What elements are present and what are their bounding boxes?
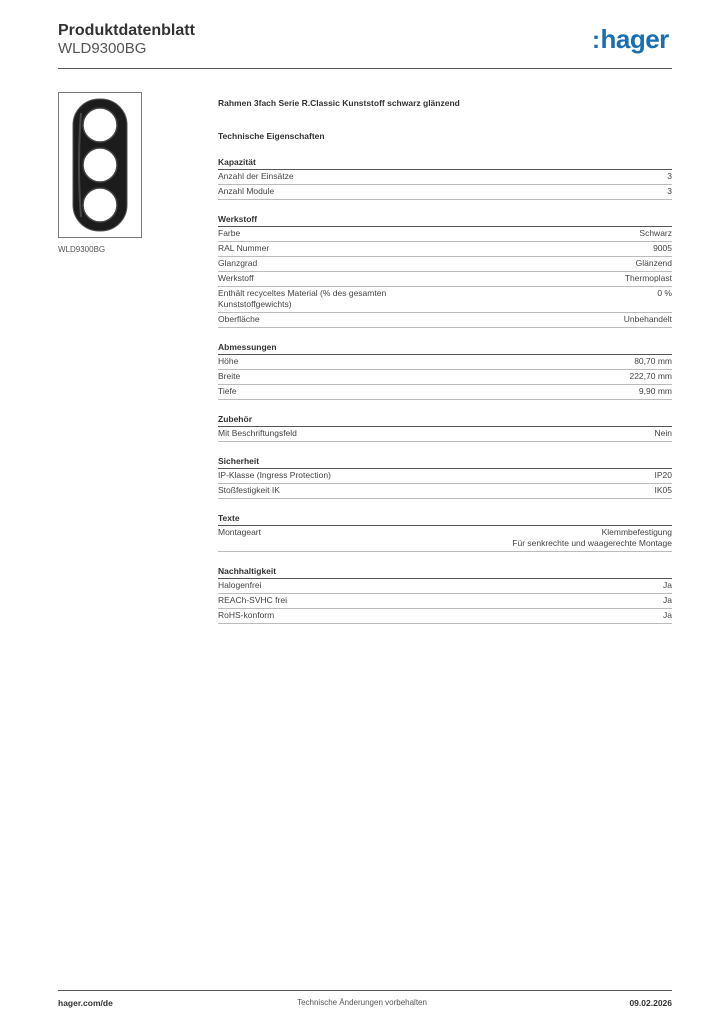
spec-section: [218, 341, 672, 400]
product-details: [218, 97, 672, 624]
spec-label: IP-Klasse (Ingress Protection): [218, 470, 331, 480]
spec-row: [218, 257, 672, 272]
spec-section: [218, 512, 672, 552]
section-heading: Abmessungen: [218, 341, 672, 355]
logo-text: hager: [600, 24, 669, 54]
section-heading: Texte: [218, 512, 672, 526]
spec-row: [218, 313, 672, 328]
spec-label: REACh-SVHC frei: [218, 595, 287, 605]
document-title: Produktdatenblatt: [58, 22, 195, 39]
spec-value: Nein: [654, 428, 672, 438]
spec-value: Glänzend: [635, 258, 672, 268]
spec-value: Klemmbefestigung Für senkrechte und waagerechte Montage: [512, 527, 672, 548]
spec-label: Glanzgrad: [218, 258, 258, 268]
spec-row: [218, 427, 672, 442]
spec-row: [218, 469, 672, 484]
spec-label: RoHS-konform: [218, 610, 275, 620]
spec-value: 3: [667, 186, 672, 196]
spec-label: Enthält recyceltes Material (% des gesamten Kunststoffgewichts): [218, 288, 387, 309]
section-heading: Nachhaltigkeit: [218, 565, 672, 579]
image-caption: WLD9300BG: [58, 245, 106, 254]
spec-section: [218, 565, 672, 624]
hager-logo: [592, 24, 669, 56]
spec-label: RAL Nummer: [218, 243, 270, 253]
spec-section: [218, 455, 672, 499]
spec-row: [218, 170, 672, 185]
spec-label: Stoßfestigkeit IK: [218, 485, 280, 495]
spec-row: [218, 594, 672, 609]
spec-row: [218, 526, 672, 552]
spec-value: Schwarz: [639, 228, 672, 238]
spec-label: Breite: [218, 371, 241, 381]
spec-label: Montageart: [218, 527, 261, 537]
section-heading: Zubehör: [218, 413, 672, 427]
spec-value: Ja: [663, 610, 672, 620]
section-heading: Sicherheit: [218, 455, 672, 469]
spec-label: Anzahl Module: [218, 186, 275, 196]
spec-label: Anzahl der Einsätze: [218, 171, 294, 181]
footer-divider: [58, 990, 672, 991]
spec-label: Tiefe: [218, 386, 237, 396]
spec-value: Unbehandelt: [623, 314, 672, 324]
section-heading: Kapazität: [218, 156, 672, 170]
section-heading: Werkstoff: [218, 213, 672, 227]
spec-value: Ja: [663, 580, 672, 590]
spec-row: [218, 185, 672, 200]
header-divider: [58, 68, 672, 69]
spec-value: IP20: [654, 470, 672, 480]
spec-row: [218, 287, 672, 313]
spec-row: [218, 579, 672, 594]
spec-value: 3: [667, 171, 672, 181]
spec-value: 9,90 mm: [638, 386, 672, 396]
spec-label: Halogenfrei: [218, 580, 262, 590]
logo-prefix: :: [592, 27, 600, 54]
footer-date: 09.02.2026: [629, 998, 672, 1008]
spec-label: Mit Beschriftungsfeld: [218, 428, 297, 438]
document-subtitle: WLD9300BG: [58, 40, 147, 57]
technical-properties-heading: Technische Eigenschaften: [218, 131, 325, 141]
spec-row: [218, 484, 672, 499]
footer-website: hager.com/de: [58, 998, 113, 1008]
spec-value: 0 %: [657, 288, 672, 298]
spec-row: [218, 227, 672, 242]
product-title: Rahmen 3fach Serie R.Classic Kunststoff schwarz glänzend: [218, 98, 460, 108]
spec-value: 222,70 mm: [629, 371, 672, 381]
spec-section: [218, 413, 672, 442]
spec-row: [218, 355, 672, 370]
spec-section: [218, 213, 672, 328]
triple-frame-image: [59, 93, 141, 237]
spec-value: 9005: [653, 243, 672, 253]
spec-label: Höhe: [218, 356, 239, 366]
specification-sections: [218, 156, 672, 624]
footer-disclaimer: Technische Änderungen vorbehalten: [297, 998, 427, 1007]
spec-value: IK05: [654, 485, 672, 495]
spec-value: Thermoplast: [624, 273, 672, 283]
spec-value: Ja: [663, 595, 672, 605]
spec-section: [218, 156, 672, 200]
spec-label: Farbe: [218, 228, 241, 238]
spec-row: [218, 609, 672, 624]
spec-row: [218, 272, 672, 287]
spec-value: 80,70 mm: [634, 356, 672, 366]
spec-label: Werkstoff: [218, 273, 254, 283]
spec-row: [218, 385, 672, 400]
spec-row: [218, 370, 672, 385]
spec-row: [218, 242, 672, 257]
spec-label: Oberfläche: [218, 314, 260, 324]
product-image: [58, 92, 142, 238]
